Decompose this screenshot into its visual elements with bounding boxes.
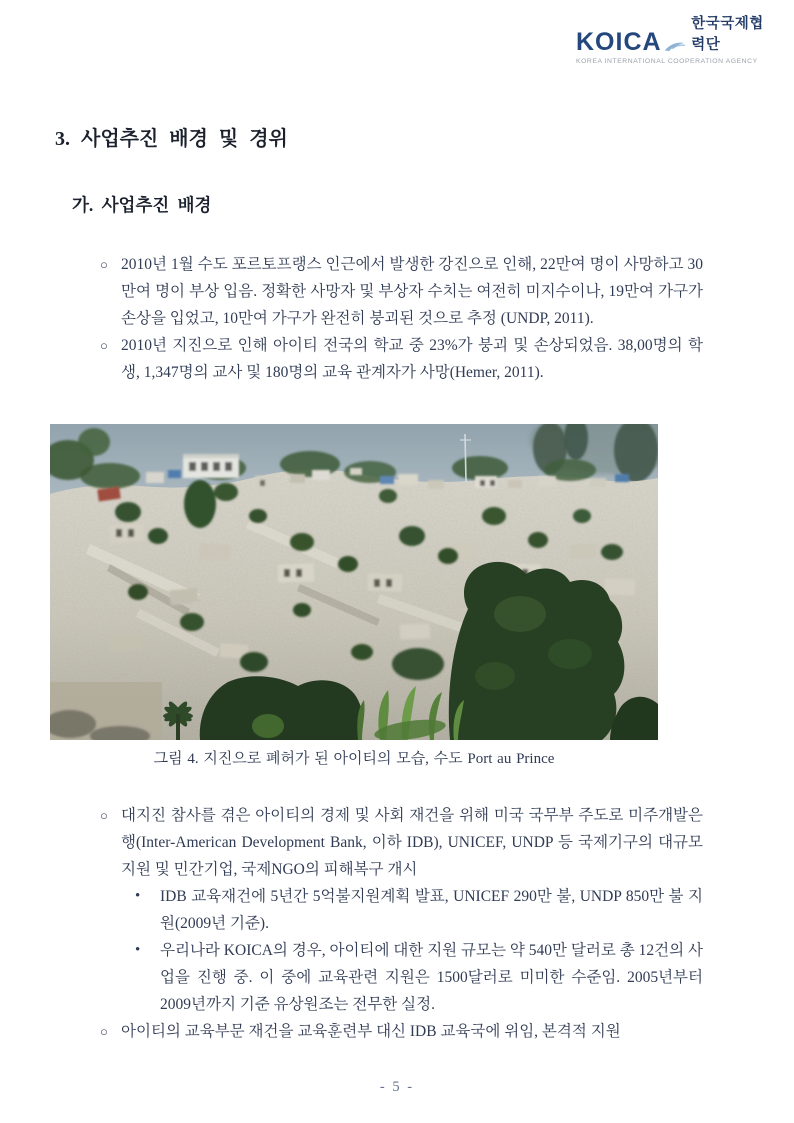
koica-logo — [576, 12, 776, 65]
earthquake-rubble-illustration — [50, 424, 658, 740]
bottom-paragraphs — [100, 802, 703, 1045]
koica-swoosh-icon — [664, 39, 686, 55]
subsection-title: 가. 사업추진 배경 — [72, 195, 212, 215]
bullet-text: 우리나라 KOICA의 경우, 아이티에 대한 지원 규모는 약 540만 달러로 총 12건의 사업을 진행 중. 이 중에 교육관련 지원은 1500달러로 미미한 수준임. 2005년부터 2009년까지 기준 유상원조는 전무한 실정. — [160, 942, 703, 1013]
koica-english-name: KOREA INTERNATIONAL COOPERATION AGENCY — [576, 58, 758, 65]
bullet-text: 2010년 지진으로 인해 아이티 전국의 학교 중 23%가 붕괴 및 손상되었음. 38,00명의 학생, 1,347명의 교사 및 180명의 교육 관계자가 사망(Hemer, 2011). — [121, 337, 703, 381]
bullet-marker: ○ — [100, 1024, 108, 1039]
bullet-marker: • — [135, 888, 141, 904]
bullet-text: IDB 교육재건에 5년간 5억불지원계획 발표, UNICEF 290만 불, UNDP 850만 불 지원(2009년 기준). — [160, 888, 703, 932]
bullet-text: 2010년 1월 수도 포르토프랭스 인근에서 발생한 강진으로 인해, 22만여 명이 사망하고 30만여 명이 부상 입음. 정확한 사망자 및 부상자 수치는 여전히 미지수이나, 19만여 가구가 손상을 입었고, 10만여 가구가 완전히 붕괴된 것으로 추정 (UNDP, 2011). — [121, 256, 703, 327]
haiti-earthquake-photo — [50, 424, 658, 768]
sub-bullet-item — [135, 937, 703, 1018]
sub-bullet-item — [135, 883, 703, 937]
bullet-marker: ○ — [100, 338, 108, 353]
bullet-item — [100, 332, 703, 386]
figure-caption: 그림 4. 지진으로 폐허가 된 아이티의 모습, 수도 Port au Prince — [153, 751, 555, 767]
bullet-text: 대지진 참사를 겪은 아이티의 경제 및 사회 재건을 위해 미국 국무부 주도로 미주개발은행(Inter-American Development Bank, 이하 IDB), UNICEF, UNDP 등 국제기구의 대규모 지원 및 민간기업, 국제NGO의 피해복구 개시 — [121, 807, 703, 878]
bullet-item — [100, 251, 703, 332]
bullet-marker: • — [135, 942, 141, 958]
bullet-text: 아이티의 교육부문 재건을 교육훈련부 대신 IDB 교육국에 위임, 본격적 지원 — [121, 1023, 621, 1040]
section-title: 3. 사업추진 배경 및 경위 — [55, 128, 288, 150]
koica-korean-name: 한국국제협력단 — [691, 16, 764, 53]
bullet-marker: ○ — [100, 808, 108, 823]
bullet-item — [100, 802, 703, 883]
koica-brand-text: KOICA — [576, 28, 662, 56]
bullet-item — [100, 1018, 703, 1045]
top-paragraphs — [100, 251, 703, 386]
bullet-marker: ○ — [100, 257, 108, 272]
page-number: - 5 - — [379, 1079, 415, 1095]
